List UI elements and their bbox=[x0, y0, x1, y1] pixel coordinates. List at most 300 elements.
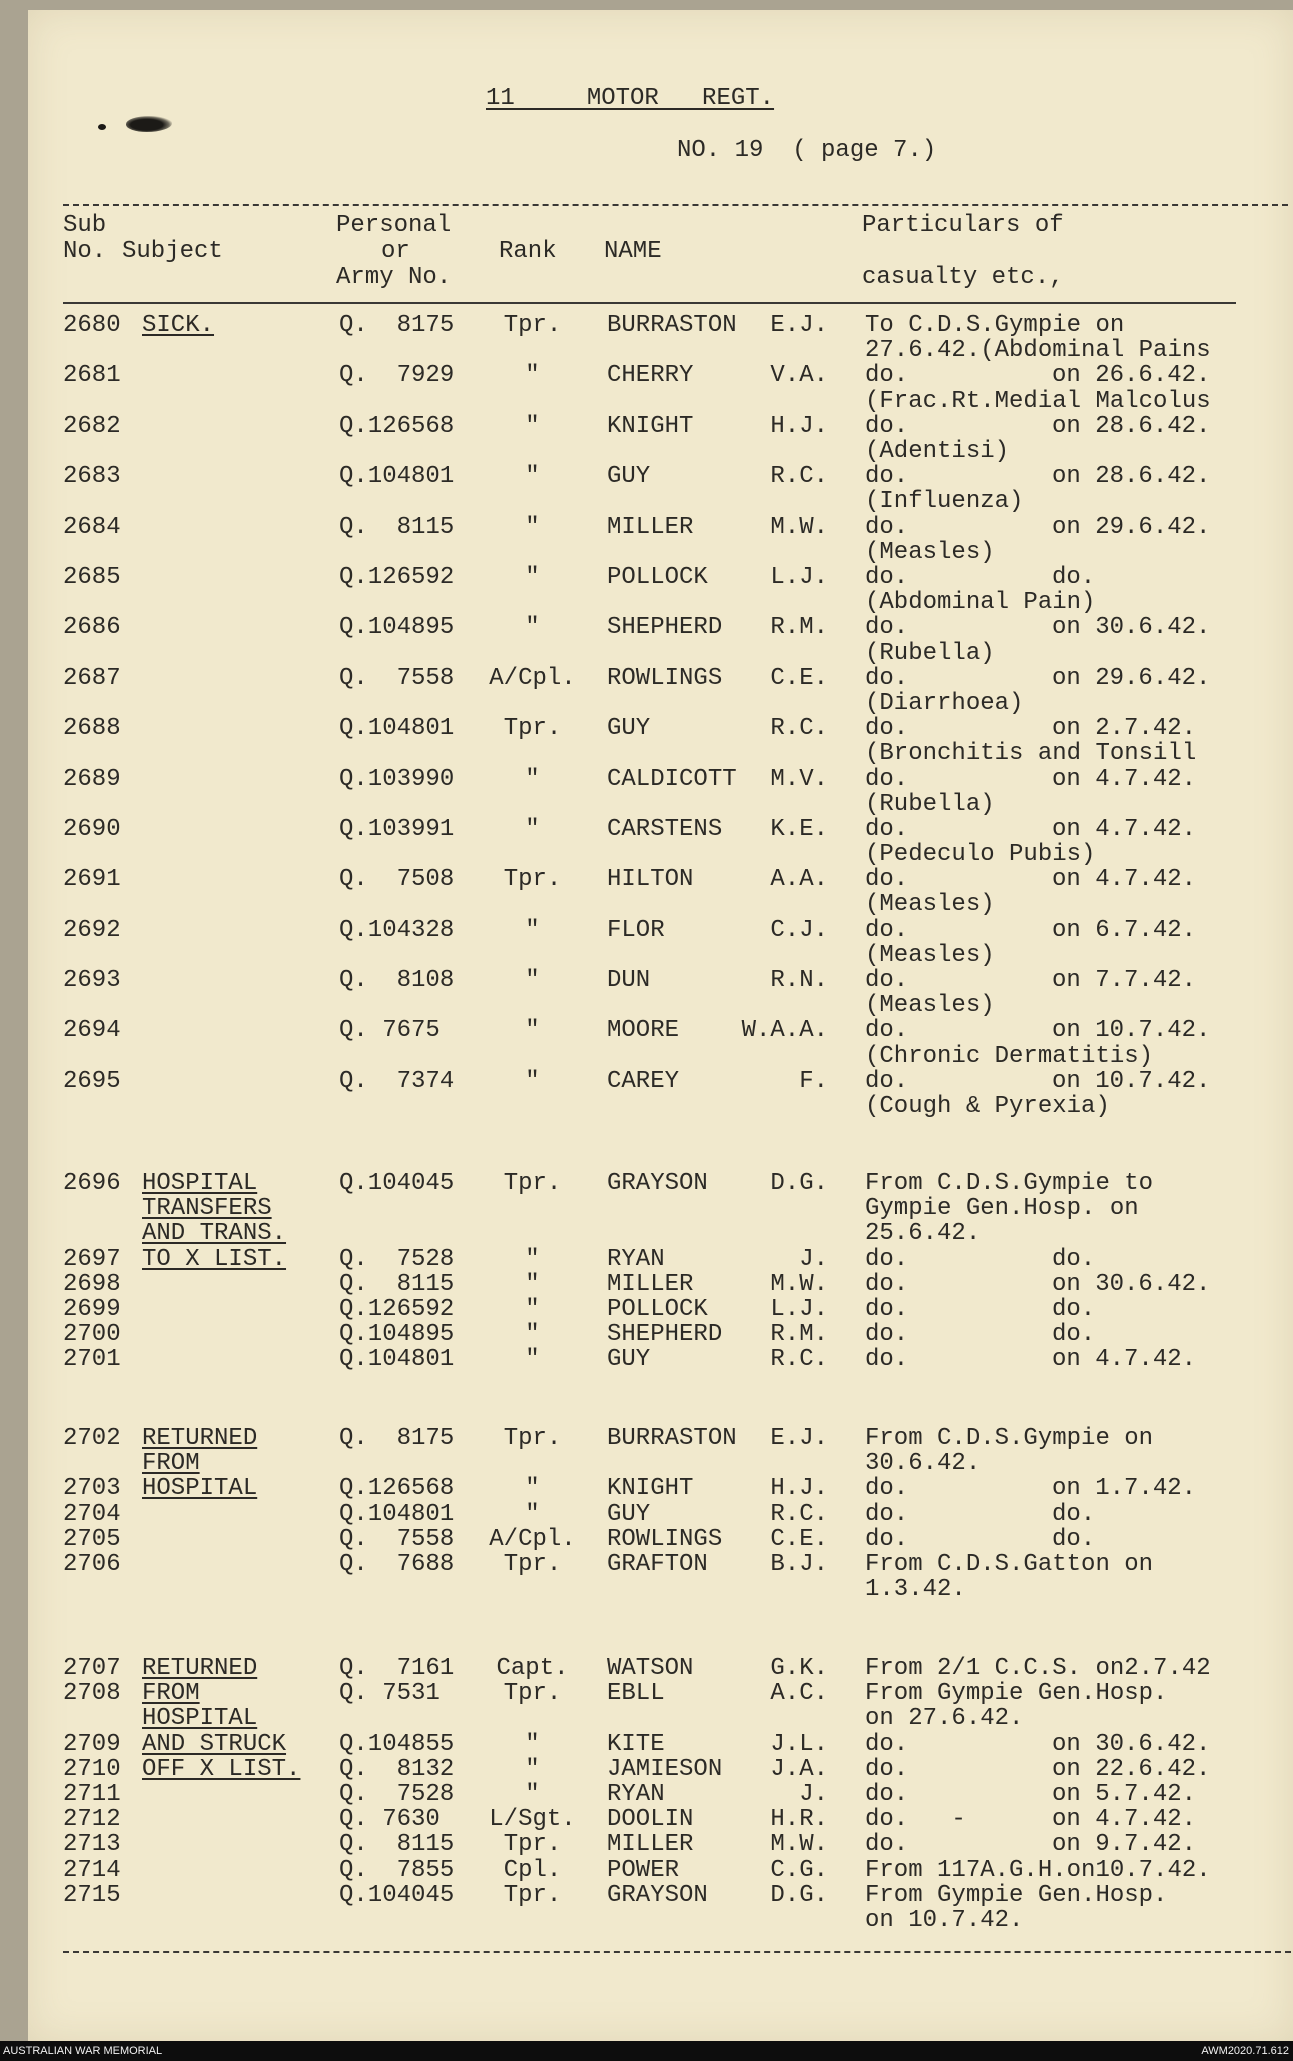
table-row bbox=[0, 1297, 1293, 1322]
army-number: Q.104045 bbox=[339, 1170, 455, 1197]
surname: GUY bbox=[607, 463, 651, 491]
particulars-text: do. bbox=[865, 765, 909, 793]
army-number: Q.104801 bbox=[339, 715, 455, 743]
particulars-line bbox=[865, 540, 1293, 565]
rank: " bbox=[525, 1295, 540, 1323]
particulars-line bbox=[865, 1322, 1293, 1347]
sub-number: 2715 bbox=[63, 1881, 121, 1909]
surname: ROWLINGS bbox=[607, 664, 723, 692]
rank: Tpr. bbox=[503, 312, 562, 339]
particulars bbox=[865, 1681, 1293, 1731]
particulars-text: do. bbox=[865, 412, 909, 440]
particulars-date: on 6.7.42. bbox=[1052, 916, 1197, 944]
army-number: Q. 8115 bbox=[339, 513, 455, 541]
particulars bbox=[865, 968, 1293, 1018]
initials: H.R. bbox=[770, 1806, 828, 1834]
army-number: Q. 7929 bbox=[339, 362, 455, 390]
particulars bbox=[865, 1757, 1293, 1782]
surname: CAREY bbox=[607, 1067, 680, 1095]
army-number: Q.104801 bbox=[339, 463, 455, 491]
surname: SHEPHERD bbox=[607, 1321, 723, 1349]
particulars-text: on 27.6.42. bbox=[865, 1705, 1024, 1733]
particulars-text: do. bbox=[865, 715, 909, 743]
surname: BURRASTON bbox=[607, 1425, 737, 1452]
table-row bbox=[0, 1832, 1293, 1857]
rank: " bbox=[525, 412, 540, 440]
particulars-line bbox=[865, 1094, 1293, 1119]
particulars-text: do. bbox=[865, 362, 909, 390]
particulars-date: do. bbox=[1052, 1321, 1096, 1349]
sub-number: 2681 bbox=[63, 362, 121, 390]
surname: POLLOCK bbox=[607, 1295, 708, 1323]
rank: " bbox=[525, 916, 540, 944]
particulars-text: do. bbox=[865, 1245, 909, 1273]
particulars-text: do. bbox=[865, 1475, 909, 1503]
table-row bbox=[0, 1069, 1293, 1119]
particulars-line bbox=[865, 943, 1293, 968]
sub-number: 2683 bbox=[63, 463, 121, 491]
particulars bbox=[865, 1732, 1293, 1757]
particulars bbox=[865, 464, 1293, 514]
particulars-text: (Frac.Rt.Medial Malcolus bbox=[865, 387, 1211, 415]
initials: J. bbox=[799, 1780, 828, 1808]
particulars-line bbox=[865, 1247, 1293, 1272]
surname: RYAN bbox=[607, 1245, 665, 1273]
table-row bbox=[0, 1502, 1293, 1527]
particulars-text: (Chronic Dermatitis) bbox=[865, 1042, 1154, 1070]
sub-number: 2699 bbox=[63, 1295, 121, 1323]
rank: Tpr. bbox=[503, 1425, 562, 1452]
particulars-date: on 4.7.42. bbox=[1052, 1806, 1197, 1834]
army-number: Q. 7528 bbox=[339, 1780, 455, 1808]
initials: R.N. bbox=[770, 967, 828, 995]
particulars-text: (Measles) bbox=[865, 941, 995, 969]
army-number: Q.126568 bbox=[339, 1475, 455, 1503]
rank: A/Cpl. bbox=[489, 1525, 576, 1553]
sub-number: 2692 bbox=[63, 916, 121, 944]
particulars-text: do. bbox=[865, 866, 909, 894]
rank: " bbox=[525, 362, 540, 390]
table-row bbox=[0, 1426, 1293, 1476]
page-title: 11 MOTOR REGT. bbox=[486, 85, 775, 112]
particulars-line bbox=[865, 1347, 1293, 1372]
initials: J.A. bbox=[770, 1755, 828, 1783]
table-row bbox=[0, 1883, 1293, 1933]
surname: MOORE bbox=[607, 1017, 680, 1045]
army-number: Q. 7855 bbox=[339, 1856, 455, 1884]
sub-number: 2690 bbox=[63, 815, 121, 843]
rank: " bbox=[525, 815, 540, 843]
sub-number: 2713 bbox=[63, 1831, 121, 1859]
initials: B.J. bbox=[770, 1550, 828, 1578]
particulars-text: (Measles) bbox=[865, 538, 995, 566]
particulars bbox=[865, 1069, 1293, 1119]
particulars-line bbox=[865, 338, 1293, 363]
particulars-line bbox=[865, 1577, 1293, 1602]
particulars bbox=[865, 1502, 1293, 1527]
table-row bbox=[0, 1247, 1293, 1272]
rank: " bbox=[525, 1270, 540, 1298]
sub-number: 2705 bbox=[63, 1525, 121, 1553]
rank: A/Cpl. bbox=[489, 664, 576, 692]
particulars-date: do. bbox=[1052, 563, 1096, 591]
army-number: Q.104801 bbox=[339, 1500, 455, 1528]
table-row bbox=[0, 1782, 1293, 1807]
surname: HILTON bbox=[607, 866, 694, 894]
army-number: Q.104895 bbox=[339, 1321, 455, 1349]
table-row bbox=[0, 1656, 1293, 1681]
initials: C.E. bbox=[770, 664, 828, 692]
top-dashed-rule bbox=[63, 204, 1288, 206]
particulars-line bbox=[865, 1552, 1293, 1577]
particulars-text: do. bbox=[865, 815, 909, 843]
table-row bbox=[0, 515, 1293, 565]
rank: Tpr. bbox=[503, 1550, 562, 1578]
particulars-date: do. bbox=[1052, 1295, 1096, 1323]
surname: GUY bbox=[607, 715, 651, 743]
particulars-line bbox=[865, 389, 1293, 414]
surname: CHERRY bbox=[607, 362, 694, 390]
army-number: Q.104895 bbox=[339, 614, 455, 642]
particulars bbox=[865, 1426, 1293, 1476]
entry-section bbox=[0, 1171, 1293, 1373]
entry-section bbox=[0, 1426, 1293, 1602]
army-number: Q. 8108 bbox=[339, 967, 455, 995]
initials: F. bbox=[799, 1067, 828, 1095]
particulars bbox=[865, 867, 1293, 917]
initials: L.J. bbox=[770, 1295, 828, 1323]
particulars-text: 25.6.42. bbox=[865, 1220, 981, 1248]
sub-number: 2704 bbox=[63, 1500, 121, 1528]
sub-number: 2707 bbox=[63, 1655, 121, 1682]
table-row bbox=[0, 867, 1293, 917]
rank: " bbox=[525, 614, 540, 642]
particulars-text: 27.6.42.(Abdominal Pains bbox=[865, 337, 1211, 365]
particulars bbox=[865, 716, 1293, 766]
particulars bbox=[865, 1807, 1293, 1832]
particulars-line bbox=[865, 489, 1293, 514]
rank: " bbox=[525, 1755, 540, 1783]
particulars-text: do. - bbox=[865, 1806, 966, 1834]
surname: FLOR bbox=[607, 916, 665, 944]
particulars-line bbox=[865, 767, 1293, 792]
particulars bbox=[865, 1297, 1293, 1322]
rank: " bbox=[525, 967, 540, 995]
rank: Tpr. bbox=[503, 1831, 562, 1859]
initials: H.J. bbox=[770, 412, 828, 440]
table-row bbox=[0, 414, 1293, 464]
particulars-text: From C.D.S.Gatton on bbox=[865, 1550, 1154, 1578]
particulars bbox=[865, 1347, 1293, 1372]
table-row bbox=[0, 1527, 1293, 1552]
rank: " bbox=[525, 1067, 540, 1095]
particulars-date: on 30.6.42. bbox=[1052, 1730, 1211, 1758]
initials: L.J. bbox=[770, 563, 828, 591]
particulars-date: on 2.7.42. bbox=[1052, 715, 1197, 743]
particulars-line bbox=[865, 1807, 1293, 1832]
particulars bbox=[865, 565, 1293, 615]
particulars bbox=[865, 1476, 1293, 1501]
particulars-line bbox=[865, 615, 1293, 640]
particulars-line bbox=[865, 1782, 1293, 1807]
initials: R.C. bbox=[770, 715, 828, 743]
table-row bbox=[0, 1272, 1293, 1297]
table-row bbox=[0, 716, 1293, 766]
surname: KNIGHT bbox=[607, 1475, 694, 1503]
table-row bbox=[0, 918, 1293, 968]
particulars-line bbox=[865, 918, 1293, 943]
initials: J. bbox=[799, 1245, 828, 1273]
particulars-text: do. bbox=[865, 614, 909, 642]
particulars-line bbox=[865, 741, 1293, 766]
particulars-line bbox=[865, 1221, 1293, 1246]
particulars bbox=[865, 1832, 1293, 1857]
surname: SHEPHERD bbox=[607, 614, 723, 642]
particulars-text: do. bbox=[865, 1500, 909, 1528]
particulars bbox=[865, 313, 1293, 363]
particulars-line bbox=[865, 1681, 1293, 1706]
table-row bbox=[0, 615, 1293, 665]
archive-name: AUSTRALIAN WAR MEMORIAL bbox=[3, 2045, 163, 2057]
table-row bbox=[0, 1476, 1293, 1501]
rank: Tpr. bbox=[503, 1680, 562, 1708]
particulars-date: do. bbox=[1052, 1525, 1096, 1553]
surname: CALDICOTT bbox=[607, 765, 737, 793]
particulars-line bbox=[865, 1908, 1293, 1933]
sub-number: 2686 bbox=[63, 614, 121, 642]
particulars-line bbox=[865, 1527, 1293, 1552]
army-number: Q.126592 bbox=[339, 563, 455, 591]
particulars bbox=[865, 1171, 1293, 1247]
particulars-date: on 26.6.42. bbox=[1052, 362, 1211, 390]
particulars-text: do. bbox=[865, 513, 909, 541]
particulars-line bbox=[865, 590, 1293, 615]
sub-number: 2701 bbox=[63, 1346, 121, 1374]
particulars-line bbox=[865, 1196, 1293, 1221]
subject-line: HOSPITAL bbox=[142, 1170, 258, 1197]
army-number: Q. 7558 bbox=[339, 664, 455, 692]
initials: J.L. bbox=[770, 1730, 828, 1758]
particulars-date: on 4.7.42. bbox=[1052, 765, 1197, 793]
rank: L/Sgt. bbox=[489, 1806, 576, 1834]
particulars-line bbox=[865, 1656, 1293, 1681]
particulars-text: 1.3.42. bbox=[865, 1576, 966, 1604]
particulars-text: From 2/1 C.C.S. on2.7.42 bbox=[865, 1655, 1211, 1682]
surname: JAMIESON bbox=[607, 1755, 723, 1783]
particulars-text: (Bronchitis and Tonsill bbox=[865, 740, 1197, 768]
particulars-date: on 5.7.42. bbox=[1052, 1780, 1197, 1808]
particulars-line bbox=[865, 1883, 1293, 1908]
particulars-line bbox=[865, 1297, 1293, 1322]
particulars-date: on 29.6.42. bbox=[1052, 513, 1211, 541]
particulars-text: do. bbox=[865, 1295, 909, 1323]
surname: KITE bbox=[607, 1730, 665, 1758]
subject-line: TO X LIST. bbox=[142, 1245, 287, 1273]
particulars bbox=[865, 1552, 1293, 1602]
header-subject: Subject bbox=[122, 238, 223, 265]
page-number: NO. 19 ( page 7.) bbox=[677, 137, 937, 164]
initials: D.G. bbox=[770, 1881, 828, 1909]
initials: C.G. bbox=[770, 1856, 828, 1884]
particulars-text: do. bbox=[865, 916, 909, 944]
particulars-text: (Abdominal Pain) bbox=[865, 589, 1096, 617]
initials: M.W. bbox=[770, 513, 828, 541]
particulars-date: on 7.7.42. bbox=[1052, 967, 1197, 995]
surname: MILLER bbox=[607, 513, 694, 541]
rank: " bbox=[525, 1245, 540, 1273]
sub-number: 2714 bbox=[63, 1856, 121, 1884]
particulars-line bbox=[865, 1044, 1293, 1069]
surname: POWER bbox=[607, 1856, 680, 1884]
particulars-line bbox=[865, 993, 1293, 1018]
subject-line: AND TRANS. bbox=[142, 1220, 287, 1248]
army-number: Q. 7161 bbox=[339, 1655, 455, 1682]
particulars bbox=[865, 414, 1293, 464]
particulars-text: From Gympie Gen.Hosp. bbox=[865, 1680, 1168, 1708]
sub-number: 2693 bbox=[63, 967, 121, 995]
initials: C.J. bbox=[770, 916, 828, 944]
particulars-line bbox=[865, 817, 1293, 842]
rank: " bbox=[525, 1500, 540, 1528]
bottom-dashed-rule bbox=[63, 1951, 1291, 1953]
particulars-text: do. bbox=[865, 1067, 909, 1095]
header-no: No. bbox=[63, 238, 107, 265]
particulars-text: (Influenza) bbox=[865, 488, 1024, 516]
rank: " bbox=[525, 1780, 540, 1808]
particulars-line bbox=[865, 464, 1293, 489]
army-number: Q.103991 bbox=[339, 815, 455, 843]
particulars-line bbox=[865, 666, 1293, 691]
rank: " bbox=[525, 765, 540, 793]
rank: Capt. bbox=[496, 1655, 569, 1682]
table-row bbox=[0, 1552, 1293, 1602]
header-casualty: casualty etc., bbox=[862, 264, 1064, 291]
particulars bbox=[865, 1656, 1293, 1681]
particulars bbox=[865, 615, 1293, 665]
army-number: Q.103990 bbox=[339, 765, 455, 793]
sub-number: 2700 bbox=[63, 1321, 121, 1349]
subject-line: FROM bbox=[142, 1680, 200, 1708]
particulars-date: on 4.7.42. bbox=[1052, 1346, 1197, 1374]
initials: M.W. bbox=[770, 1831, 828, 1859]
rank: Tpr. bbox=[503, 866, 562, 894]
surname: RYAN bbox=[607, 1780, 665, 1808]
particulars-date: on 1.7.42. bbox=[1052, 1475, 1197, 1503]
particulars bbox=[865, 1247, 1293, 1272]
army-number: Q. 7528 bbox=[339, 1245, 455, 1273]
particulars-line bbox=[865, 1272, 1293, 1297]
sub-number: 2680 bbox=[63, 312, 121, 339]
surname: KNIGHT bbox=[607, 412, 694, 440]
entry-section bbox=[0, 313, 1293, 1119]
army-number: Q. 8175 bbox=[339, 1425, 455, 1452]
particulars-line bbox=[865, 1858, 1293, 1883]
particulars-line bbox=[865, 1069, 1293, 1094]
particulars-text: (Adentisi) bbox=[865, 437, 1010, 465]
particulars-line bbox=[865, 1832, 1293, 1857]
particulars-text: do. bbox=[865, 1525, 909, 1553]
particulars-text: do. bbox=[865, 1321, 909, 1349]
sub-number: 2685 bbox=[63, 563, 121, 591]
particulars-line bbox=[865, 515, 1293, 540]
particulars bbox=[865, 515, 1293, 565]
particulars-date: do. bbox=[1052, 1245, 1096, 1273]
army-number: Q.126592 bbox=[339, 1295, 455, 1323]
particulars bbox=[865, 918, 1293, 968]
particulars-line bbox=[865, 313, 1293, 338]
particulars-text: (Rubella) bbox=[865, 639, 995, 667]
initials: R.C. bbox=[770, 1500, 828, 1528]
header-or: or bbox=[381, 238, 410, 265]
rank: " bbox=[525, 1730, 540, 1758]
surname: GRAYSON bbox=[607, 1881, 708, 1909]
table-row bbox=[0, 1347, 1293, 1372]
particulars-text: do. bbox=[865, 1270, 909, 1298]
particulars-line bbox=[865, 565, 1293, 590]
rank: Tpr. bbox=[503, 1170, 562, 1197]
initials: V.A. bbox=[770, 362, 828, 390]
rank: Tpr. bbox=[503, 1881, 562, 1909]
table-row bbox=[0, 1018, 1293, 1068]
surname: EBLL bbox=[607, 1680, 665, 1708]
particulars bbox=[865, 1272, 1293, 1297]
particulars-date: on 22.6.42. bbox=[1052, 1755, 1211, 1783]
table-row bbox=[0, 1757, 1293, 1782]
header-sub: Sub bbox=[63, 212, 107, 239]
table-row bbox=[0, 1171, 1293, 1247]
initials: K.E. bbox=[770, 815, 828, 843]
army-number: Q. 7675 bbox=[339, 1017, 440, 1045]
army-number: Q. 8175 bbox=[339, 312, 455, 339]
subject-line: OFF X LIST. bbox=[142, 1755, 301, 1783]
particulars-date: on 28.6.42. bbox=[1052, 412, 1211, 440]
particulars-text: Gympie Gen.Hosp. on bbox=[865, 1195, 1139, 1223]
particulars bbox=[865, 1322, 1293, 1347]
surname: POLLOCK bbox=[607, 563, 708, 591]
particulars bbox=[865, 666, 1293, 716]
particulars-date: on 30.6.42. bbox=[1052, 1270, 1211, 1298]
particulars-line bbox=[865, 1502, 1293, 1527]
army-number: Q. 7630 bbox=[339, 1806, 440, 1834]
surname: GRAYSON bbox=[607, 1170, 708, 1197]
particulars-text: do. bbox=[865, 1346, 909, 1374]
particulars-text: (Pedeculo Pubis) bbox=[865, 841, 1096, 869]
surname: CARSTENS bbox=[607, 815, 723, 843]
subject-line: RETURNED bbox=[142, 1425, 258, 1452]
particulars-text: To C.D.S.Gympie on bbox=[865, 312, 1125, 339]
initials: E.J. bbox=[770, 312, 828, 339]
rank: Tpr. bbox=[503, 715, 562, 743]
rank: " bbox=[525, 1017, 540, 1045]
sub-number: 2711 bbox=[63, 1780, 121, 1808]
initials: R.M. bbox=[770, 1321, 828, 1349]
archive-strip bbox=[0, 2041, 1293, 2061]
particulars-text: do. bbox=[865, 1017, 909, 1045]
army-number: Q.104328 bbox=[339, 916, 455, 944]
particulars-text: From C.D.S.Gympie on bbox=[865, 1425, 1154, 1452]
ink-spot bbox=[98, 124, 106, 130]
particulars-line bbox=[865, 792, 1293, 817]
rank: " bbox=[525, 1475, 540, 1503]
particulars-text: (Diarrhoea) bbox=[865, 689, 1024, 717]
army-number: Q.104855 bbox=[339, 1730, 455, 1758]
table-row bbox=[0, 666, 1293, 716]
particulars bbox=[865, 363, 1293, 413]
rank: Cpl. bbox=[503, 1856, 562, 1884]
army-number: Q.104045 bbox=[339, 1881, 455, 1909]
particulars-date: on 30.6.42. bbox=[1052, 614, 1211, 642]
particulars-text: (Measles) bbox=[865, 891, 995, 919]
